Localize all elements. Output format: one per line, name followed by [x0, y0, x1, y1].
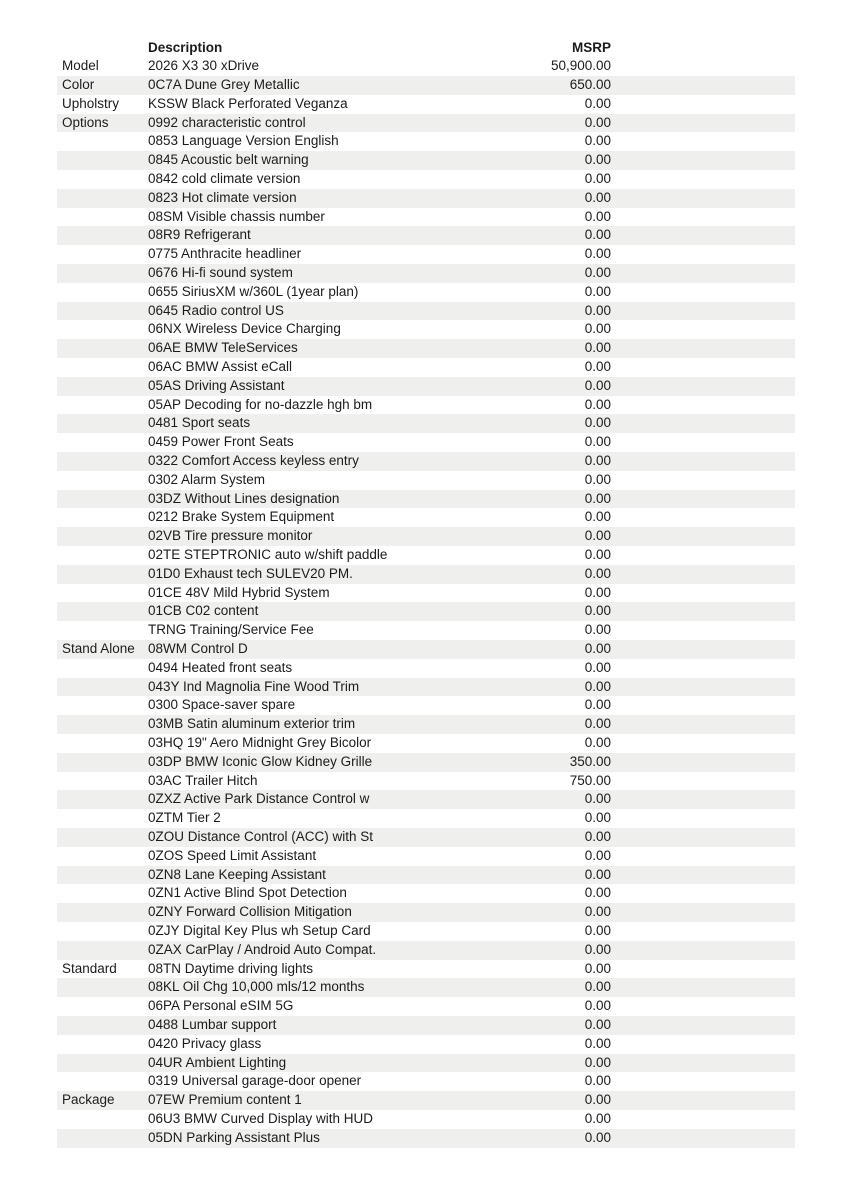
msrp-cell: 0.00	[584, 1110, 611, 1126]
table-row	[57, 339, 795, 358]
description-cell: 06AE BMW TeleServices	[148, 340, 298, 356]
table-row	[57, 151, 795, 170]
description-cell: 0481 Sport seats	[148, 415, 251, 431]
msrp-cell: 0.00	[584, 547, 611, 563]
table-row	[57, 659, 795, 678]
msrp-cell: 0.00	[584, 659, 611, 675]
msrp-cell: 0.00	[584, 866, 611, 882]
table-row	[57, 866, 795, 885]
table-row	[57, 132, 795, 151]
table-row	[57, 546, 795, 565]
description-cell: 07EW Premium content 1	[148, 1092, 302, 1108]
table-row	[57, 960, 795, 979]
description-cell: 0300 Space-saver spare	[148, 697, 296, 713]
msrp-cell: 0.00	[584, 1016, 611, 1032]
msrp-cell: 0.00	[584, 396, 611, 412]
msrp-cell: 750.00	[569, 772, 611, 788]
table-row	[57, 471, 795, 490]
description-cell: 05AS Driving Assistant	[148, 377, 285, 393]
table-row	[57, 1091, 795, 1110]
description-cell: 0ZJY Digital Key Plus wh Setup Card	[148, 922, 371, 938]
msrp-cell: 0.00	[584, 359, 611, 375]
msrp-cell: 0.00	[584, 114, 611, 130]
description-cell: 0655 SiriusXM w/360L (1year plan)	[148, 283, 359, 299]
table-row	[57, 903, 795, 922]
table-row	[57, 170, 795, 189]
table-row	[57, 1054, 795, 1073]
table-row	[57, 1016, 795, 1035]
table-row	[57, 490, 795, 509]
msrp-cell: 0.00	[584, 133, 611, 149]
table-row	[57, 790, 795, 809]
table-row	[57, 621, 795, 640]
msrp-cell: 0.00	[584, 321, 611, 337]
table-row	[57, 753, 795, 772]
description-cell: 0845 Acoustic belt warning	[148, 152, 309, 168]
description-cell: 0ZNY Forward Collision Mitigation	[148, 904, 352, 920]
description-cell: KSSW Black Perforated Veganza	[148, 95, 348, 111]
description-cell: 0775 Anthracite headliner	[148, 246, 302, 262]
description-cell: 03MB Satin aluminum exterior trim	[148, 716, 356, 732]
msrp-cell: 0.00	[584, 265, 611, 281]
description-cell: 05AP Decoding for no-dazzle hgh bm	[148, 396, 373, 412]
table-row	[57, 734, 795, 753]
description-cell: 03AC Trailer Hitch	[148, 772, 258, 788]
table-row	[57, 245, 795, 264]
description-cell: 0ZAX CarPlay / Android Auto Compat.	[148, 941, 377, 957]
table-row	[57, 302, 795, 321]
msrp-cell: 0.00	[584, 189, 611, 205]
msrp-cell: 0.00	[584, 340, 611, 356]
table-row	[57, 377, 795, 396]
msrp-cell: 0.00	[584, 528, 611, 544]
table-row	[57, 772, 795, 791]
msrp-cell: 0.00	[584, 734, 611, 750]
table-row	[57, 114, 795, 133]
msrp-cell: 0.00	[584, 152, 611, 168]
msrp-cell: 0.00	[584, 791, 611, 807]
description-cell: 0ZOU Distance Control (ACC) with St	[148, 828, 374, 844]
table-body	[57, 57, 795, 1147]
description-cell: 0212 Brake System Equipment	[148, 509, 335, 525]
msrp-cell: 0.00	[584, 377, 611, 393]
msrp-cell: 0.00	[584, 678, 611, 694]
table-row	[57, 847, 795, 866]
description-cell: 2026 X3 30 xDrive	[148, 58, 260, 74]
msrp-cell: 0.00	[584, 227, 611, 243]
table-row	[57, 602, 795, 621]
description-cell: 0ZN8 Lane Keeping Assistant	[148, 866, 326, 882]
table-row	[57, 264, 795, 283]
description-cell: 04UR Ambient Lighting	[148, 1054, 287, 1070]
description-cell: 0ZTM Tier 2	[148, 810, 221, 826]
description-cell: 0459 Power Front Seats	[148, 434, 294, 450]
msrp-cell: 350.00	[569, 753, 611, 769]
description-cell: 01CE 48V Mild Hybrid System	[148, 584, 330, 600]
table-row	[57, 978, 795, 997]
msrp-cell: 0.00	[584, 1129, 611, 1145]
vehicle-spec-table	[57, 39, 795, 1148]
msrp-cell: 0.00	[584, 810, 611, 826]
msrp-cell: 0.00	[584, 847, 611, 863]
table-row	[57, 1110, 795, 1129]
table-row	[57, 696, 795, 715]
table-row	[57, 527, 795, 546]
msrp-cell: 50,900.00	[550, 58, 611, 74]
msrp-cell: 0.00	[584, 697, 611, 713]
table-row	[57, 95, 795, 114]
msrp-cell: 0.00	[584, 415, 611, 431]
table-row	[57, 226, 795, 245]
msrp-cell: 0.00	[584, 95, 611, 111]
msrp-cell: 0.00	[584, 922, 611, 938]
description-cell: 03DP BMW Iconic Glow Kidney Grille	[148, 753, 373, 769]
description-cell: 06AC BMW Assist eCall	[148, 359, 293, 375]
description-cell: 03DZ Without Lines designation	[148, 490, 340, 506]
msrp-cell: 0.00	[584, 283, 611, 299]
msrp-cell: 0.00	[584, 1092, 611, 1108]
description-cell: 0420 Privacy glass	[148, 1035, 262, 1051]
description-cell: 08TN Daytime driving lights	[148, 960, 314, 976]
description-cell: 01CB C02 content	[148, 603, 259, 619]
msrp-cell: 0.00	[584, 208, 611, 224]
category-cell: Upholstry	[62, 95, 120, 111]
msrp-cell: 0.00	[584, 998, 611, 1014]
table-row	[57, 678, 795, 697]
msrp-column-header: MSRP	[571, 39, 611, 55]
msrp-cell: 0.00	[584, 302, 611, 318]
msrp-cell: 0.00	[584, 1035, 611, 1051]
description-cell: 08WM Control D	[148, 641, 248, 656]
description-cell: 08R9 Refrigerant	[148, 227, 251, 243]
msrp-cell: 0.00	[584, 453, 611, 469]
description-cell: 0C7A Dune Grey Metallic	[148, 77, 300, 93]
table-row	[57, 640, 795, 659]
msrp-cell: 0.00	[584, 885, 611, 901]
description-cell: 0ZXZ Active Park Distance Control w	[148, 791, 370, 807]
description-cell: TRNG Training/Service Fee	[148, 622, 314, 638]
table-header-row	[57, 39, 795, 58]
description-cell: 06NX Wireless Device Charging	[148, 321, 341, 337]
description-cell: 06PA Personal eSIM 5G	[148, 998, 294, 1014]
description-cell: 0ZOS Speed Limit Assistant	[148, 847, 317, 863]
table-row	[57, 414, 795, 433]
description-cell: 0645 Radio control US	[148, 302, 284, 318]
table-row	[57, 433, 795, 452]
description-cell: 0494 Heated front seats	[148, 659, 293, 675]
msrp-cell: 0.00	[584, 1073, 611, 1089]
msrp-cell: 0.00	[584, 509, 611, 525]
category-cell: Color	[62, 77, 95, 93]
msrp-cell: 0.00	[584, 565, 611, 581]
description-cell: 06U3 BMW Curved Display with HUD	[148, 1110, 374, 1126]
table-row	[57, 715, 795, 734]
table-row	[57, 57, 795, 76]
table-row	[57, 452, 795, 471]
msrp-cell: 0.00	[584, 960, 611, 976]
table-row	[57, 922, 795, 941]
category-cell: Options	[62, 114, 109, 130]
table-row	[57, 1072, 795, 1091]
description-cell: 043Y Ind Magnolia Fine Wood Trim	[148, 678, 360, 694]
table-row	[57, 320, 795, 339]
table-row	[57, 997, 795, 1016]
category-cell: Standard	[62, 960, 117, 976]
description-cell: 0488 Lumbar support	[148, 1016, 277, 1032]
table-row	[57, 828, 795, 847]
description-cell: 0319 Universal garage-door opener	[148, 1073, 362, 1089]
description-cell: 03HQ 19" Aero Midnight Grey Bicolor	[148, 734, 372, 750]
msrp-cell: 0.00	[584, 622, 611, 638]
msrp-cell: 0.00	[584, 828, 611, 844]
msrp-cell: 0.00	[584, 716, 611, 732]
description-cell: 01D0 Exhaust tech SULEV20 PM.	[148, 565, 353, 581]
msrp-cell: 0.00	[584, 246, 611, 262]
description-cell: 0853 Language Version English	[148, 133, 339, 149]
msrp-cell: 0.00	[584, 171, 611, 187]
table-row	[57, 1035, 795, 1054]
table-row	[57, 189, 795, 208]
table-row	[57, 208, 795, 227]
description-cell: 08KL Oil Chg 10,000 mls/12 months	[148, 979, 365, 995]
category-cell: Stand Alone	[62, 641, 135, 656]
msrp-cell: 0.00	[584, 1054, 611, 1070]
table-row	[57, 565, 795, 584]
msrp-cell: 0.00	[584, 490, 611, 506]
description-cell: 0823 Hot climate version	[148, 189, 297, 205]
table-row	[57, 508, 795, 527]
msrp-cell: 0.00	[584, 979, 611, 995]
description-cell: 0676 Hi-fi sound system	[148, 265, 293, 281]
msrp-cell: 0.00	[584, 941, 611, 957]
table-row	[57, 358, 795, 377]
description-cell: 0992 characteristic control	[148, 114, 306, 130]
table-row	[57, 884, 795, 903]
description-cell: 08SM Visible chassis number	[148, 208, 325, 224]
description-cell: 02VB Tire pressure monitor	[148, 528, 313, 544]
msrp-cell: 650.00	[569, 77, 611, 93]
description-cell: 0302 Alarm System	[148, 471, 266, 487]
msrp-cell: 0.00	[584, 603, 611, 619]
description-cell: 02TE STEPTRONIC auto w/shift paddle	[148, 547, 388, 563]
description-column-header: Description	[148, 39, 223, 55]
description-cell: 05DN Parking Assistant Plus	[148, 1129, 320, 1145]
description-cell: 0842 cold climate version	[148, 171, 301, 187]
table-row	[57, 1129, 795, 1148]
table-row	[57, 76, 795, 95]
msrp-cell: 0.00	[584, 471, 611, 487]
table-row	[57, 809, 795, 828]
category-cell: Package	[62, 1092, 115, 1108]
msrp-cell: 0.00	[584, 434, 611, 450]
table-row	[57, 584, 795, 603]
category-cell: Model	[62, 58, 99, 74]
msrp-cell: 0.00	[584, 584, 611, 600]
description-cell: 0ZN1 Active Blind Spot Detection	[148, 885, 347, 901]
description-cell: 0322 Comfort Access keyless entry	[148, 453, 359, 469]
table-row	[57, 283, 795, 302]
msrp-cell: 0.00	[584, 641, 611, 656]
table-row	[57, 396, 795, 415]
table-row	[57, 941, 795, 960]
msrp-cell: 0.00	[584, 904, 611, 920]
